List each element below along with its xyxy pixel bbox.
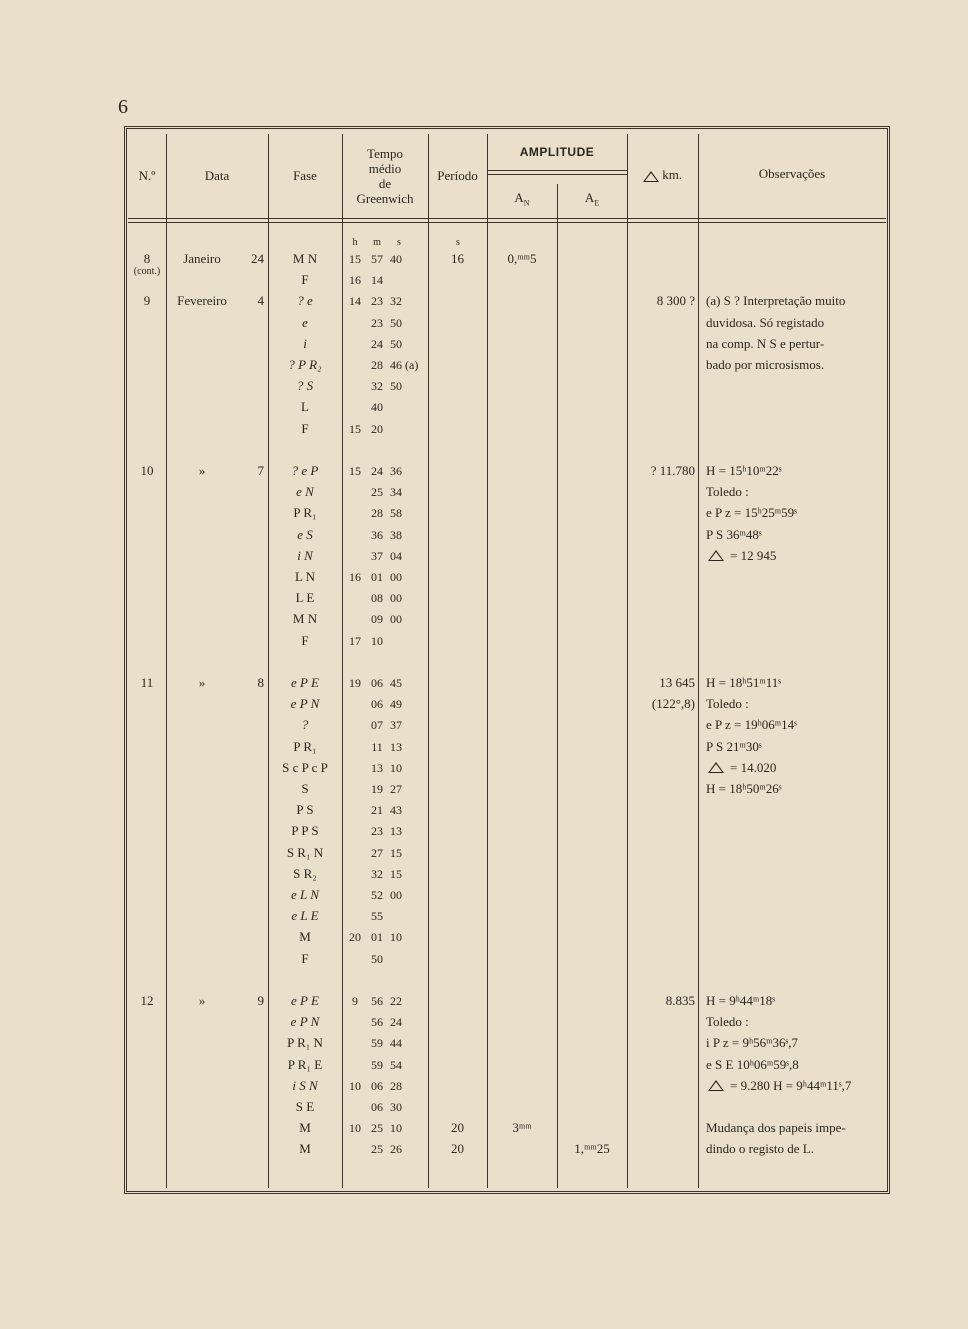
time-minutes: 57 [371, 252, 383, 266]
time-seconds: 54 [390, 1057, 402, 1072]
amplitude-n: 0,ᵐᵐ5 [507, 251, 537, 266]
event-number: 12 [140, 993, 154, 1008]
time-hours: 20 [349, 930, 361, 945]
time-minutes: 07 [371, 718, 383, 733]
phase: L N [294, 569, 316, 584]
phase: e L E [291, 908, 319, 924]
unit-m: m [373, 237, 381, 248]
event-number: 9 [143, 293, 151, 309]
col-rule [428, 134, 429, 1188]
time-minutes: 23 [371, 824, 383, 839]
observation: dindo o registo de L. [706, 1141, 814, 1157]
event-month: » [198, 463, 206, 478]
time-minutes: 24 [371, 336, 383, 351]
time-minutes: 50 [371, 951, 383, 966]
header-tempo-line: médio [368, 161, 402, 176]
time-minutes: 01 [371, 570, 383, 584]
event-day: 9 [257, 993, 264, 1008]
ae-letter: A [584, 190, 595, 205]
time-seconds: 00 [390, 570, 402, 584]
time-minutes: 10 [371, 633, 383, 648]
observation: H = 15ʰ10ᵐ22ˢ [706, 463, 782, 478]
time-minutes: 09 [371, 612, 383, 627]
observation: Toledo : [706, 696, 749, 712]
time-seconds: 04 [390, 548, 402, 563]
observation: = 9.280 H = 9ʰ44ᵐ11ˢ,7 [730, 1077, 852, 1093]
unit-h: h [352, 237, 358, 248]
col-rule [698, 134, 699, 1188]
observation: e P z = 15ʰ25ᵐ59ˢ [706, 505, 797, 521]
phase: L E [295, 590, 315, 606]
time-minutes: 36 [371, 527, 383, 542]
time-hours: 9 [352, 994, 358, 1008]
time-seconds: 37 [390, 718, 402, 733]
phase: e [302, 314, 308, 330]
phase: P R₁ E [287, 1056, 323, 1072]
delta-icon [708, 550, 724, 561]
time-seconds: 00 [390, 591, 402, 606]
header-periodo: Período [437, 168, 478, 183]
time-minutes: 06 [371, 697, 383, 712]
observation: P S 21ᵐ30ˢ [706, 738, 762, 754]
distance-km: (122°,8) [651, 696, 695, 712]
phase: S E [295, 1099, 315, 1114]
event-month: Janeiro [183, 251, 221, 266]
phase: e P E [291, 675, 319, 690]
distance-km: 13 645 [659, 675, 695, 690]
header-tempo-line: de [378, 176, 392, 191]
event-number: 10 [140, 463, 154, 478]
observation: = 12 945 [730, 547, 777, 563]
phase: S [301, 781, 309, 796]
event-continued: (cont.) [133, 266, 161, 277]
observation: H = 9ʰ44ᵐ18ˢ [706, 993, 776, 1008]
time-seconds: 34 [390, 485, 402, 500]
table-frame [124, 126, 890, 1194]
phase: ? [301, 717, 309, 733]
amplitude-e: 1,ᵐᵐ25 [574, 1141, 610, 1157]
header-ae [557, 190, 627, 211]
event-month: » [198, 675, 206, 690]
time-seconds: 26 [390, 1142, 402, 1157]
time-minutes: 59 [371, 1036, 383, 1051]
observation: duvidosa. Só registado [706, 314, 825, 330]
distance-km: 8.835 [665, 993, 695, 1008]
time-minutes: 25 [371, 1142, 383, 1157]
time-seconds: 49 [390, 697, 402, 712]
observation: (a) S ? Interpretação muito [706, 293, 846, 309]
an-subscript: N [523, 198, 530, 208]
period: 16 [451, 251, 464, 266]
time-hours: 10 [349, 1121, 361, 1136]
time-hours: 19 [349, 676, 361, 690]
phase: e P N [290, 1014, 320, 1030]
time-minutes: 25 [371, 1121, 383, 1136]
phase: M N [292, 611, 318, 627]
phase: i [303, 335, 307, 351]
time-seconds: 24 [390, 1015, 402, 1030]
time-hours: 16 [349, 273, 361, 288]
delta-icon [643, 171, 659, 182]
time-hours: 16 [349, 570, 361, 584]
time-seconds: 50 [390, 315, 402, 330]
period: 20 [451, 1120, 464, 1136]
time-seconds: 00 [390, 612, 402, 627]
time-minutes: 37 [371, 548, 383, 563]
header-rule [128, 218, 886, 219]
time-seconds: 10 [390, 1121, 402, 1136]
distance-km: ? 11.780 [650, 463, 695, 478]
col-rule [487, 134, 488, 1188]
time-minutes: 52 [371, 888, 383, 902]
header-observacoes: Observações [758, 166, 826, 181]
time-seconds: 13 [390, 739, 402, 754]
time-hours: 14 [349, 294, 361, 309]
time-minutes: 21 [371, 803, 383, 818]
phase: F [301, 950, 309, 966]
time-minutes: 32 [371, 866, 383, 881]
phase: F [301, 632, 309, 648]
amplitude-n: 3ᵐᵐ [512, 1120, 532, 1136]
time-minutes: 06 [371, 1100, 383, 1114]
event-number: 11 [140, 675, 154, 690]
time-seconds: 15 [390, 866, 402, 881]
event-month: Fevereiro [177, 293, 227, 309]
header-km [627, 167, 698, 182]
phase: S R₂ [293, 865, 317, 881]
time-minutes: 20 [371, 421, 383, 436]
time-seconds: 40 [390, 252, 402, 266]
time-minutes: 01 [371, 930, 383, 945]
time-minutes: 40 [371, 400, 383, 415]
time-minutes: 28 [371, 358, 383, 372]
phase: e P N [290, 696, 320, 712]
time-seconds: 27 [390, 782, 402, 796]
time-minutes: 13 [371, 760, 383, 775]
phase: e L N [291, 887, 319, 902]
time-seconds: 50 [390, 379, 402, 394]
phase: e S [297, 526, 313, 542]
time-minutes: 23 [371, 315, 383, 330]
time-seconds: 22 [390, 994, 402, 1008]
time-minutes: 27 [371, 845, 383, 860]
amplitude-rule [487, 170, 627, 171]
time-seconds: 10 [390, 760, 402, 775]
time-seconds: 38 [390, 527, 402, 542]
time-minutes: 32 [371, 379, 383, 394]
phase: i N [297, 547, 313, 563]
header-tempo-line: Greenwich [356, 191, 414, 206]
observation: e S E 10ʰ06ᵐ59ˢ,8 [706, 1056, 799, 1072]
time-minutes: 25 [371, 485, 383, 500]
time-minutes: 56 [371, 994, 383, 1008]
col-rule [627, 134, 628, 1188]
amplitude-rule [487, 174, 627, 175]
time-seconds: 28 [390, 1078, 402, 1093]
time-hours: 10 [349, 1078, 361, 1093]
time-seconds: 43 [390, 803, 402, 818]
phase: ? S [296, 378, 314, 394]
observation: = 14.020 [730, 759, 777, 775]
observation: bado por microsismos. [706, 357, 825, 372]
observation: na comp. N S e pertur- [706, 335, 825, 351]
time-minutes: 19 [371, 782, 383, 796]
time-hours: 15 [349, 252, 361, 266]
time-minutes: 06 [371, 676, 383, 690]
observation: H = 18ʰ51ᵐ11ˢ [706, 675, 782, 690]
time-minutes: 59 [371, 1057, 383, 1072]
time-hours: 15 [349, 464, 361, 478]
time-minutes: 23 [371, 294, 383, 309]
time-hours: 15 [349, 421, 361, 436]
delta-icon [708, 1080, 724, 1091]
observation: Toledo : [706, 484, 749, 500]
phase: F [301, 420, 309, 436]
event-month: » [198, 993, 206, 1008]
col-rule [342, 134, 343, 1188]
time-hours: 17 [349, 633, 361, 648]
phase: S c P c P [282, 759, 328, 775]
header-fase: Fase [293, 168, 317, 183]
phase: M [299, 1120, 311, 1136]
time-seconds: 30 [390, 1100, 402, 1114]
time-seconds: 15 [390, 845, 402, 860]
time-minutes: 56 [371, 1015, 383, 1030]
header-an [487, 190, 557, 211]
period: 20 [451, 1141, 464, 1157]
time-seconds: 58 [390, 506, 402, 521]
phase: M [299, 1141, 311, 1157]
header-no: N.º [138, 168, 156, 183]
time-minutes: 11 [371, 739, 383, 754]
observation: H = 18ʰ50ᵐ26ˢ [706, 781, 782, 796]
phase: M [299, 929, 311, 945]
phase: P R₁ N [287, 1035, 323, 1051]
an-letter: A [514, 190, 524, 205]
phase: ? e [297, 293, 313, 309]
phase: P R₁ [293, 505, 317, 521]
time-seconds: 36 [390, 464, 402, 478]
header-rule [128, 222, 886, 223]
unit-s: s [397, 237, 401, 248]
event-day: 8 [257, 675, 264, 690]
col-rule [557, 184, 558, 1188]
observation: P S 36ᵐ48ˢ [706, 526, 762, 542]
time-seconds: 32 [390, 294, 402, 309]
header-tempo [342, 146, 428, 206]
phase: i S N [292, 1077, 318, 1093]
header-data: Data [204, 168, 230, 183]
phase: P P S [291, 823, 319, 839]
time-seconds: 45 [390, 676, 402, 690]
event-day: 4 [257, 293, 264, 309]
col-rule [268, 134, 269, 1188]
observation: Toledo : [706, 1014, 749, 1030]
time-seconds: 10 [390, 930, 402, 945]
time-minutes: 55 [371, 909, 383, 924]
phase: ? P R₂ [288, 357, 322, 372]
col-rule [166, 134, 167, 1188]
header-amplitude: AMPLITUDE [519, 145, 595, 159]
observation: e P z = 19ʰ06ᵐ14ˢ [706, 717, 797, 733]
header-km-label: km. [662, 167, 683, 182]
ae-subscript: E [594, 198, 600, 208]
time-seconds: 46 (a) [390, 358, 419, 372]
time-seconds: 50 [390, 336, 402, 351]
event-day: 24 [251, 251, 264, 266]
phase: e N [296, 484, 314, 500]
observation: i P z = 9ʰ56ᵐ36ˢ,7 [706, 1035, 799, 1051]
time-seconds: 00 [390, 888, 402, 902]
phase: e P E [291, 993, 319, 1008]
time-minutes: 06 [371, 1078, 383, 1093]
page-number: 6 [118, 96, 128, 118]
event-number: 8 [143, 251, 151, 266]
observation: Mudança dos papeis impe- [706, 1120, 846, 1136]
phase: P R₁ [293, 738, 317, 754]
unit-period-s: s [456, 237, 460, 248]
phase: P S [296, 802, 314, 818]
time-seconds: 13 [390, 824, 402, 839]
header-tempo-line: Tempo [367, 146, 403, 161]
phase: M N [292, 251, 318, 266]
time-seconds: 44 [390, 1036, 402, 1051]
time-minutes: 14 [371, 273, 383, 288]
phase: S R₁ N [286, 844, 324, 860]
time-minutes: 24 [371, 464, 383, 478]
delta-icon [708, 762, 724, 773]
phase: F [301, 272, 309, 288]
phase: ? e P [291, 463, 319, 478]
event-day: 7 [257, 463, 264, 478]
time-minutes: 08 [371, 591, 383, 606]
phase: L [301, 399, 309, 415]
distance-km: 8 300 ? [656, 293, 695, 309]
time-minutes: 28 [371, 506, 383, 521]
